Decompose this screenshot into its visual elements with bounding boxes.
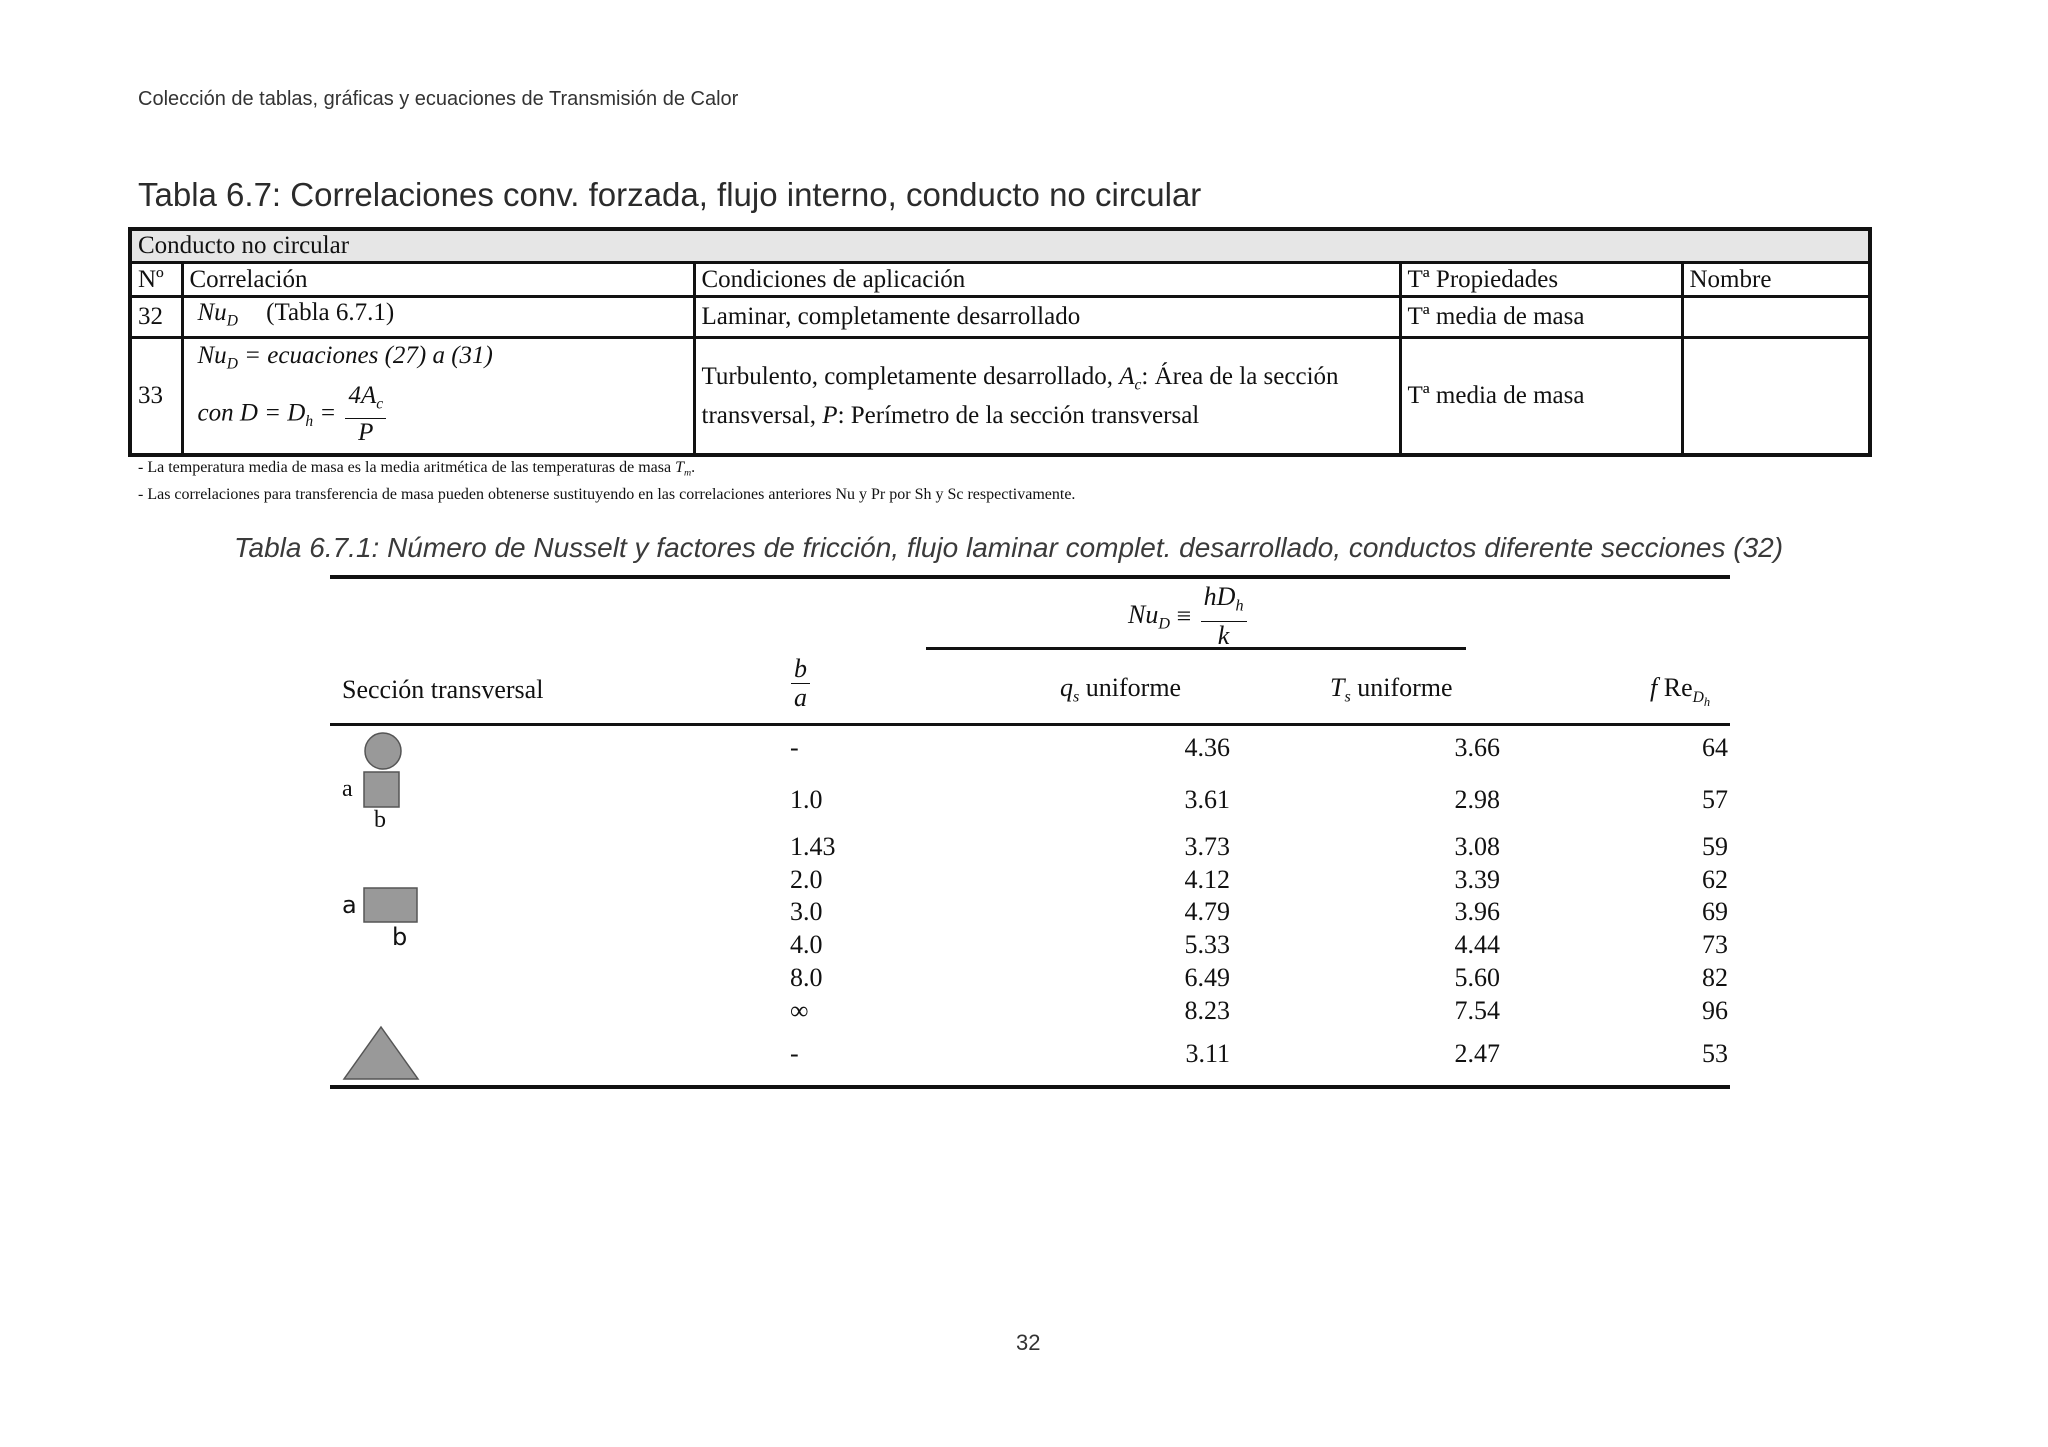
ts-sym: T [1330, 673, 1345, 702]
rectangle-icon [363, 887, 419, 925]
cell-qs: 4.12 [1184, 865, 1230, 894]
cell-ts: 3.96 [1454, 897, 1500, 926]
row33-eq2-equals: = [319, 399, 337, 427]
rect-label-b: b [392, 923, 408, 951]
table-band-row [130, 229, 1870, 263]
header-rule [330, 723, 1730, 726]
col-f-re [1650, 673, 1710, 710]
cell-b-over-a: - [790, 733, 799, 762]
col-qs-uniforme [1060, 673, 1300, 707]
cell-qs: 4.36 [1184, 733, 1230, 762]
cell-qs: 5.33 [1184, 930, 1230, 959]
row33-frac-num-sub: c [376, 395, 384, 413]
note-2: - Las correlaciones para transferencia de masa pueden obtenerse sustituyendo en las correlaciones anteriores Nu y Pr por Sh y Sc respectivamente. [138, 486, 1076, 504]
cell-b-over-a: - [790, 1039, 799, 1068]
row33-cond-ac-sub: c [1134, 376, 1142, 394]
cell-fre: 64 [1702, 733, 1728, 762]
row32-no: 32 [130, 297, 182, 338]
col-b-over-a [788, 655, 813, 712]
row33-eq2-sub: h [305, 412, 314, 430]
table-header-row [130, 263, 1870, 297]
cell-b-over-a: 4.0 [790, 930, 823, 959]
row32-propiedades: Tª media de masa [1400, 297, 1682, 338]
qs-text: uniforme [1079, 673, 1182, 702]
row33-fraction [345, 382, 386, 447]
cell-ts: 7.54 [1454, 996, 1500, 1025]
table-row-33 [130, 338, 1870, 456]
square-label-b: b [374, 807, 386, 833]
page-number: 32 [1016, 1330, 1041, 1355]
cell-qs: 6.49 [1184, 963, 1230, 992]
ts-text: uniforme [1350, 673, 1453, 702]
note-1-end: . [691, 459, 696, 476]
row33-cond-b: : Área de la sección [1141, 363, 1339, 391]
nusselt-definition [1128, 583, 1250, 650]
row33-no: 33 [130, 338, 182, 456]
cell-b-over-a: 1.43 [790, 832, 836, 861]
row33-equation-1 [198, 341, 687, 379]
row32-ref-link: (Tabla 6.7.1) [266, 299, 395, 326]
nudef-fraction [1201, 583, 1247, 650]
row32-nombre [1682, 297, 1870, 338]
qs-sym: q [1060, 673, 1073, 702]
cell-b-over-a: 2.0 [790, 865, 823, 894]
row32-correlacion [182, 297, 694, 338]
row33-cond-p: P [822, 401, 838, 429]
cell-b-over-a: 1.0 [790, 785, 823, 814]
nudef-num: hD [1203, 582, 1236, 611]
cell-qs: 8.23 [1184, 996, 1230, 1025]
row33-nu-sub: D [226, 355, 238, 373]
cell-qs: 3.11 [1185, 1039, 1230, 1068]
row33-nombre [1682, 338, 1870, 456]
cell-fre: 53 [1702, 1039, 1728, 1068]
square-icon [363, 771, 401, 809]
cell-fre: 69 [1702, 897, 1728, 926]
nudef-den: k [1217, 620, 1230, 650]
nudef-equiv: ≡ [1176, 601, 1192, 631]
col-ts-uniforme [1330, 673, 1570, 707]
cell-fre: 57 [1702, 785, 1728, 814]
ba-num: b [791, 655, 810, 684]
running-header: Colección de tablas, gráficas y ecuaciones de Transmisión de Calor [138, 88, 739, 110]
cell-fre: 59 [1702, 832, 1728, 861]
cell-ts: 3.08 [1454, 832, 1500, 861]
nudef-num-sub: h [1235, 597, 1244, 615]
col-header-nombre: Nombre [1682, 263, 1870, 297]
cell-ts: 3.66 [1454, 733, 1500, 762]
note-1-text: - La temperatura media de masa es la media aritmética de las temperaturas de masa [138, 459, 676, 476]
table-6-7-1 [330, 573, 1730, 1089]
fre-re: Re [1657, 673, 1693, 702]
col-header-no: Nº [130, 263, 182, 297]
row33-cond-a: Turbulento, completamente desarrollado, [701, 363, 1120, 391]
cell-ts: 2.47 [1454, 1039, 1500, 1068]
nudef-sub: D [1158, 615, 1170, 633]
col-header-propiedades: Tª Propiedades [1400, 263, 1682, 297]
fre-f: f [1650, 673, 1658, 702]
row33-propiedades: Tª media de masa [1400, 338, 1682, 456]
fre-sub: D [1692, 689, 1704, 707]
cell-b-over-a: 8.0 [790, 963, 823, 992]
table-notes [138, 457, 1075, 506]
note-1-tm: T [675, 459, 684, 476]
bottom-rule [330, 1085, 1730, 1089]
cell-fre: 62 [1702, 865, 1728, 894]
fre-subsub: h [1703, 695, 1711, 710]
table-6-7 [128, 227, 1872, 457]
cell-b-over-a: 3.0 [790, 897, 823, 926]
row33-cond-ac: A [1119, 363, 1135, 391]
row32-nu-sub: D [226, 312, 238, 330]
row33-frac-num: 4A [348, 381, 377, 409]
cell-ts: 4.44 [1454, 930, 1500, 959]
row32-nu: Nu [197, 299, 227, 326]
row33-cond-c: transversal, [701, 401, 823, 429]
note-1-tm-sub: m [683, 467, 692, 479]
circle-icon [363, 731, 403, 771]
top-rule [330, 575, 1730, 579]
nudef-nu: Nu [1128, 599, 1159, 629]
cell-qs: 4.79 [1184, 897, 1230, 926]
row32-condiciones: Laminar, completamente desarrollado [694, 297, 1400, 338]
square-label-a: a [342, 776, 353, 802]
cell-fre: 82 [1702, 963, 1728, 992]
qs-sub: s [1073, 688, 1080, 706]
cell-qs: 3.61 [1184, 785, 1230, 814]
cell-ts: 2.98 [1454, 785, 1500, 814]
col-header-condiciones: Condiciones de aplicación [694, 263, 1400, 297]
row33-frac-den: P [358, 419, 374, 447]
cell-fre: 96 [1702, 996, 1728, 1025]
table-6-7-1-title: Tabla 6.7.1: Número de Nusselt y factores de fricción, flujo laminar complet. desarrollado, conductos diferente secciones (32) [234, 532, 1784, 563]
row33-equation-2 [198, 382, 687, 447]
table-row-32 [130, 297, 1870, 338]
band-conducto-no-circular: Conducto no circular [130, 229, 1870, 263]
row33-cond-d: : Perímetro de la sección transversal [837, 401, 1200, 429]
ba-den: a [794, 683, 807, 712]
row33-condiciones [694, 338, 1400, 456]
note-1 [138, 457, 1075, 484]
row33-nu: Nu [197, 342, 227, 370]
ts-sub: s [1344, 688, 1351, 706]
row33-correlacion [182, 338, 694, 456]
table-6-7-title: Tabla 6.7: Correlaciones conv. forzada, flujo interno, conducto no circular [138, 176, 1202, 213]
col-seccion-transversal: Sección transversal [342, 675, 544, 704]
cell-qs: 3.73 [1184, 832, 1230, 861]
cell-fre: 73 [1702, 930, 1728, 959]
row33-eq2-pre: con D = D [197, 399, 306, 427]
triangle-icon [341, 1025, 421, 1081]
cell-ts: 3.39 [1454, 865, 1500, 894]
cell-ts: 5.60 [1454, 963, 1500, 992]
col-header-correlacion: Correlación [182, 263, 694, 297]
rect-label-a: a [342, 891, 357, 919]
row33-eq1-rest: = ecuaciones (27) a (31) [244, 342, 493, 370]
cell-b-over-a: ∞ [790, 996, 809, 1025]
